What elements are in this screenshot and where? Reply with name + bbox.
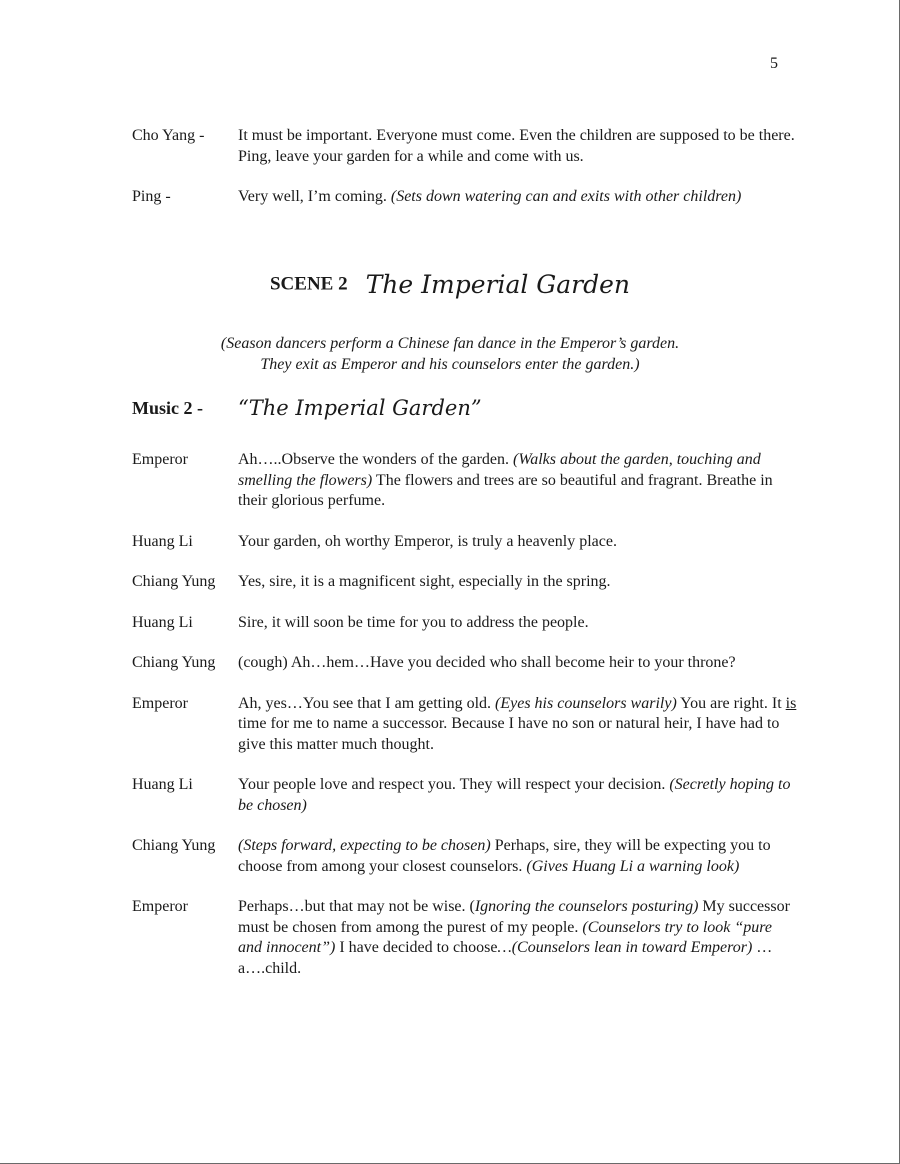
spoken-text: Perhaps, sire, they will be expecting you to choose from among your closest counselors.: [238, 837, 771, 875]
dialogue-block-top: [132, 126, 795, 208]
speech-text: [238, 572, 798, 593]
speech-text: [238, 775, 798, 816]
spoken-text: Very well, I’m coming.: [238, 188, 391, 205]
dialogue-line: [132, 187, 792, 208]
speaker-name: Huang Li: [132, 532, 193, 550]
speech-text: [238, 613, 798, 634]
dialogue-line: [132, 897, 792, 979]
speech-text: [238, 187, 798, 208]
dialogue-line: [132, 836, 792, 877]
dialogue-line: [132, 613, 792, 634]
music-title: “The Imperial Garden”: [238, 396, 482, 420]
scene-label: SCENE 2: [269, 273, 348, 295]
stage-direction: Ignoring the counselors posturing): [474, 898, 699, 915]
spoken-text: It must be important. Everyone must come. Even the children are supposed to be there. Ping, leave your garden for a while and come with us.: [238, 127, 795, 165]
dialogue-line: [132, 450, 792, 512]
dialogue-line: [132, 572, 792, 593]
scene-direction-line: (Season dancers perform a Chinese fan dance in the Emperor’s garden.: [220, 335, 680, 352]
speaker-name: Emperor: [132, 694, 188, 712]
spoken-text: Your garden, oh worthy Emperor, is truly a heavenly place.: [238, 532, 617, 550]
scene-heading: [0, 270, 900, 299]
speech-text: [238, 836, 798, 877]
scene-title: The Imperial Garden: [365, 270, 631, 299]
spoken-text: Ah, yes…You see that I am getting old.: [238, 694, 496, 712]
speaker-name: Chiang Yung: [132, 837, 216, 854]
spoken-text: time for me to name a successor. Because I have no son or natural heir, I have had to give this matter much thought.: [238, 715, 780, 753]
stage-direction: (Steps forward, expecting to be chosen): [238, 837, 491, 854]
speaker-name: Chiang Yung: [132, 573, 216, 590]
spoken-text: Ah…..Observe the wonders of the garden.: [238, 451, 514, 468]
dialogue-line: [132, 653, 792, 674]
dialogue-line: [132, 694, 797, 756]
speech-text: [238, 694, 798, 756]
speaker-name: Huang Li: [132, 776, 193, 793]
stage-direction: (Sets down watering can and exits with other children): [390, 188, 742, 205]
speech-text: [238, 126, 798, 167]
stage-direction: (Counselors try to look “pure and innocent”): [238, 918, 772, 956]
dialogue-block-main: [132, 450, 797, 979]
speaker-name: Chiang Yung: [132, 654, 216, 671]
music-cue: [132, 396, 482, 420]
speech-text: [238, 897, 798, 979]
spoken-text: Perhaps…but that may not be wise. (: [238, 898, 475, 915]
scene-stage-direction: [0, 333, 900, 375]
spoken-text: Your people love and respect you. They will respect your decision.: [238, 776, 670, 793]
dialogue-line: [132, 775, 792, 816]
spoken-text: is: [785, 694, 797, 712]
speaker-name: Huang Li: [132, 613, 193, 631]
speaker-name: Cho Yang -: [132, 127, 205, 144]
spoken-text: Sire, it will soon be time for you to address the people.: [238, 613, 589, 631]
dialogue-line: [132, 126, 795, 167]
spoken-text: …a….child.: [238, 939, 773, 977]
speaker-name: Emperor: [132, 451, 188, 468]
speaker-name: Ping -: [132, 188, 171, 205]
music-label: Music 2 -: [132, 397, 203, 418]
stage-direction: (Secretly hoping to be chosen): [238, 776, 791, 814]
speech-text: [238, 532, 798, 553]
spoken-text: I have decided to choose: [335, 939, 498, 956]
scene-direction-line: They exit as Emperor and his counselors enter the garden.): [260, 356, 640, 373]
stage-direction: (Eyes his counselors warily): [495, 694, 677, 712]
dialogue-line: [132, 532, 792, 553]
page-number: 5: [770, 55, 778, 72]
spoken-text: (cough) Ah…hem…Have you decided who shall become heir to your throne?: [238, 654, 736, 671]
spoken-text: You are right. It: [676, 694, 786, 712]
stage-direction: …(Counselors lean in toward Emperor): [497, 939, 753, 956]
stage-direction: (Gives Huang Li a warning look): [526, 857, 740, 875]
speech-text: [238, 450, 798, 512]
spoken-text: My successor must be chosen from among the purest of my people.: [238, 898, 790, 936]
spoken-text: Yes, sire, it is a magnificent sight, especially in the spring.: [238, 573, 611, 590]
speaker-name: Emperor: [132, 898, 188, 915]
spoken-text: The flowers and trees are so beautiful and fragrant. Breathe in their glorious perfume.: [238, 471, 773, 509]
speech-text: [238, 653, 798, 674]
stage-direction: (Walks about the garden, touching and smelling the flowers): [238, 451, 761, 489]
